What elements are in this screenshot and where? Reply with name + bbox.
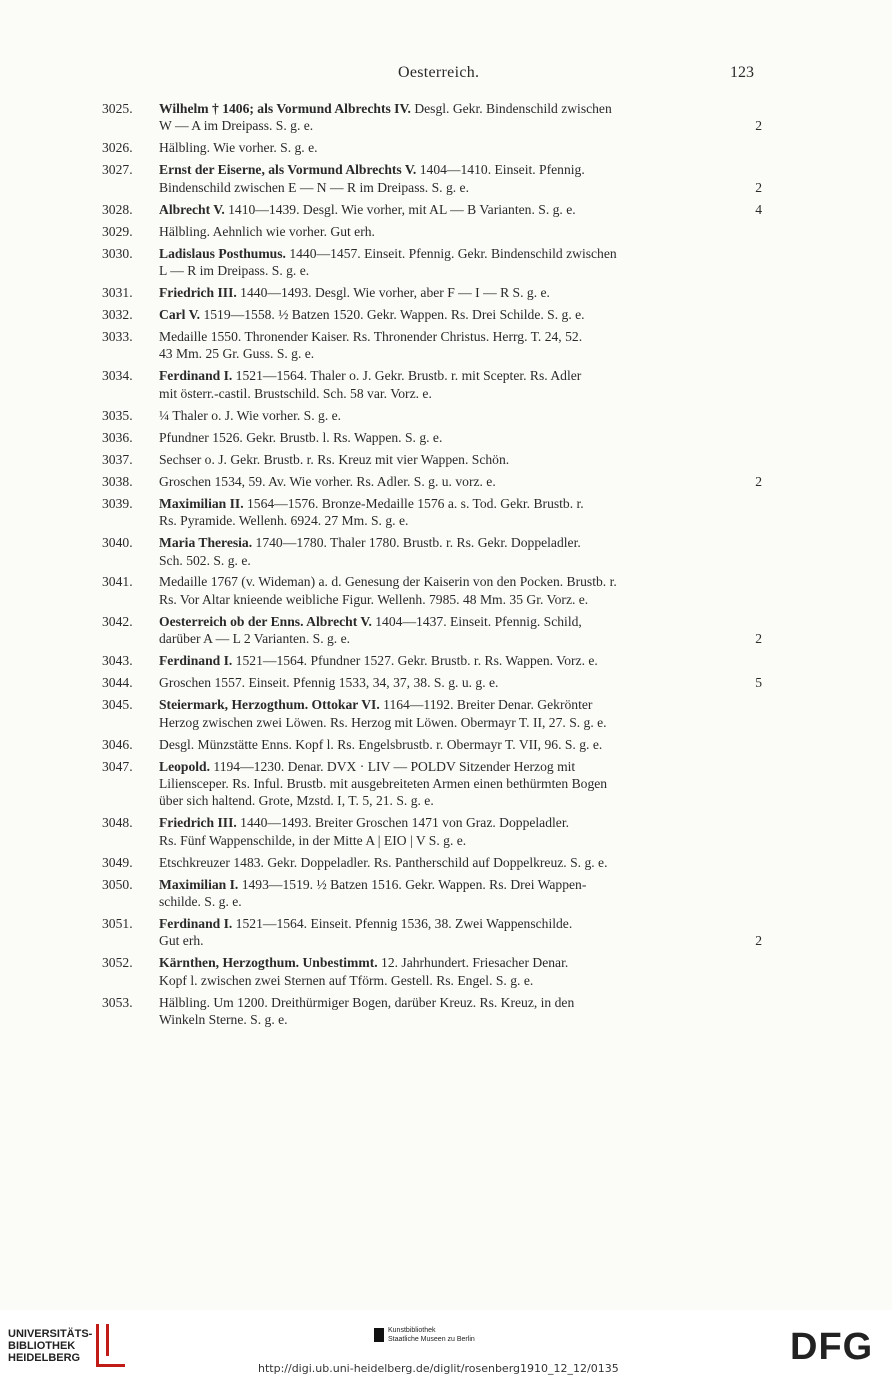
- entry-line: [102, 613, 762, 630]
- entry-line: [102, 915, 762, 932]
- catalogue-entry: [102, 954, 762, 989]
- entry-line: [102, 736, 762, 753]
- entry-line: [102, 674, 762, 691]
- entry-line: [102, 954, 762, 971]
- description-text: Liliensceper. Rs. Inful. Brustb. mit ausgebreiteten Armen einen bethürmten Bogen: [159, 775, 608, 791]
- description-text: 1493—1519. ½ Batzen 1516. Gekr. Wappen. Rs. Drei Wappen-: [238, 876, 587, 892]
- description-text: über sich haltend. Grote, Mzstd. I, T. 5, 21. S. g. e.: [159, 793, 434, 809]
- catalogue-entry: [102, 736, 762, 753]
- entry-text: [159, 512, 740, 529]
- lot-number: 3039.: [102, 495, 133, 511]
- ruler-name: Maximilian I.: [159, 876, 239, 892]
- entry-text: [159, 552, 740, 569]
- entry-line: [102, 161, 762, 178]
- catalogue-entry: [102, 652, 762, 669]
- lot-count: 2: [755, 179, 762, 195]
- entry-line: [102, 814, 762, 831]
- catalogue-entry: [102, 854, 762, 871]
- lot-number: 3047.: [102, 758, 133, 774]
- library-line: HEIDELBERG: [8, 1352, 81, 1364]
- entry-line: [102, 367, 762, 384]
- library-mark-stroke: [106, 1324, 121, 1356]
- description-text: 1521—1564. Thaler o. J. Gekr. Brustb. r. mit Scepter. Rs. Adler: [232, 368, 582, 384]
- description-text: 12. Jahrhundert. Friesacher Denar.: [377, 955, 569, 971]
- page-number: 123: [730, 64, 754, 81]
- entry-line: [102, 245, 762, 262]
- lot-count: 5: [755, 675, 762, 691]
- catalogue-entries: [102, 100, 762, 1033]
- entry-line: [102, 775, 762, 792]
- ruler-name: Ferdinand I.: [159, 916, 233, 932]
- entry-line: [102, 179, 762, 196]
- entry-text: [159, 674, 740, 691]
- entry-line: [102, 591, 762, 608]
- lot-number: 3050.: [102, 876, 133, 892]
- entry-text: [159, 117, 740, 134]
- description-text: W — A im Dreipass. S. g. e.: [159, 118, 314, 134]
- catalogue-entry: [102, 915, 762, 950]
- entry-text: [159, 613, 740, 630]
- description-text: L — R im Dreipass. S. g. e.: [159, 263, 310, 279]
- description-text: 1521—1564. Einseit. Pfennig 1536, 38. Zwei Wappenschilde.: [232, 916, 573, 932]
- description-text: Medaille 1550. Thronender Kaiser. Rs. Thronender Christus. Herrg. T. 24, 52.: [159, 329, 583, 345]
- description-text: Hälbling. Wie vorher. S. g. e.: [159, 140, 318, 156]
- university-library-logo: [8, 1328, 92, 1364]
- entry-line: [102, 100, 762, 117]
- entry-line: [102, 495, 762, 512]
- description-text: Groschen 1557. Einseit. Pfennig 1533, 34, 37, 38. S. g. u. g. e.: [159, 675, 499, 691]
- entry-line: [102, 758, 762, 775]
- description-text: ¼ Thaler o. J. Wie vorher. S. g. e.: [159, 407, 342, 423]
- entry-text: [159, 814, 740, 831]
- lot-number: 3042.: [102, 613, 133, 629]
- catalogue-entry: [102, 223, 762, 240]
- entry-text: [159, 714, 740, 731]
- entry-line: [102, 385, 762, 402]
- description-text: Gut erh.: [159, 933, 204, 949]
- entry-line: [102, 573, 762, 590]
- entry-text: [159, 630, 740, 647]
- description-text: Kopf l. zwischen zwei Sternen auf Tförm. Gestell. Rs. Engel. S. g. e.: [159, 972, 534, 988]
- entry-line: [102, 284, 762, 301]
- entry-line: [102, 792, 762, 809]
- lot-count: 2: [755, 631, 762, 647]
- entry-text: [159, 495, 740, 512]
- lot-number: 3026.: [102, 140, 133, 156]
- description-text: schilde. S. g. e.: [159, 894, 242, 910]
- lot-number: 3045.: [102, 697, 133, 713]
- catalogue-entry: [102, 814, 762, 849]
- entry-text: [159, 139, 740, 156]
- entry-line: [102, 345, 762, 362]
- description-text: 1740—1780. Thaler 1780. Brustb. r. Rs. Gekr. Doppeladler.: [252, 535, 581, 551]
- lot-number: 3038.: [102, 473, 133, 489]
- entry-line: [102, 552, 762, 569]
- lot-number: 3025.: [102, 101, 133, 116]
- lot-number: 3033.: [102, 329, 133, 345]
- catalogue-entry: [102, 674, 762, 691]
- library-line: BIBLIOTHEK: [8, 1340, 76, 1352]
- lot-count: 2: [755, 118, 762, 134]
- catalogue-entry: [102, 994, 762, 1029]
- description-text: Pfundner 1526. Gekr. Brustb. l. Rs. Wappen. S. g. e.: [159, 429, 443, 445]
- lot-number: 3035.: [102, 407, 133, 423]
- entry-text: [159, 473, 740, 490]
- description-text: Rs. Pyramide. Wellenh. 6924. 27 Mm. S. g. e.: [159, 513, 409, 529]
- description-text: Winkeln Sterne. S. g. e.: [159, 1012, 288, 1028]
- entry-text: [159, 179, 740, 196]
- lot-number: 3034.: [102, 368, 133, 384]
- entry-line: [102, 223, 762, 240]
- entry-text: [159, 876, 740, 893]
- entry-text: [159, 1011, 740, 1028]
- entry-text: [159, 972, 740, 989]
- catalogue-entry: [102, 306, 762, 323]
- entry-text: [159, 245, 740, 262]
- entry-line: [102, 407, 762, 424]
- entry-text: [159, 854, 740, 871]
- lot-number: 3041.: [102, 574, 133, 590]
- catalogue-entry: [102, 534, 762, 569]
- entry-line: [102, 117, 762, 134]
- catalogue-entry: [102, 758, 762, 810]
- description-text: 1404—1437. Einseit. Pfennig. Schild,: [371, 613, 582, 629]
- entry-text: [159, 345, 740, 362]
- ruler-name: Ernst der Eiserne, als Vormund Albrechts V.: [159, 162, 417, 178]
- ruler-name: Oesterreich ob der Enns. Albrecht V.: [159, 613, 372, 629]
- entry-text: [159, 451, 740, 468]
- entry-line: [102, 832, 762, 849]
- page-footer: [0, 1310, 892, 1378]
- lot-count: 2: [755, 473, 762, 489]
- ruler-name: Leopold.: [159, 758, 210, 774]
- catalogue-entry: [102, 100, 762, 135]
- description-text: Desgl. Gekr. Bindenschild zwischen: [410, 101, 612, 116]
- entry-line: [102, 652, 762, 669]
- entry-text: [159, 915, 740, 932]
- lot-number: 3032.: [102, 307, 133, 323]
- lot-number: 3027.: [102, 162, 133, 178]
- lot-number: 3049.: [102, 854, 133, 870]
- catalogue-entry: [102, 473, 762, 490]
- catalogue-entry: [102, 696, 762, 731]
- ruler-name: Ferdinand I.: [159, 368, 233, 384]
- entry-text: [159, 306, 740, 323]
- entry-line: [102, 893, 762, 910]
- lot-number: 3031.: [102, 285, 133, 301]
- ruler-name: Kärnthen, Herzogthum. Unbestimmt.: [159, 955, 378, 971]
- ruler-name: Albrecht V.: [159, 201, 225, 217]
- description-text: 43 Mm. 25 Gr. Guss. S. g. e.: [159, 346, 315, 362]
- lot-number: 3036.: [102, 429, 133, 445]
- description-text: Groschen 1534, 59. Av. Wie vorher. Rs. Adler. S. g. u. vorz. e.: [159, 473, 496, 489]
- lot-count: 2: [755, 933, 762, 949]
- kunstbibliothek-icon: [374, 1328, 384, 1342]
- catalogue-entry: [102, 573, 762, 608]
- entry-line: [102, 534, 762, 551]
- catalogue-entry: [102, 367, 762, 402]
- entry-text: [159, 100, 740, 117]
- catalogue-entry: [102, 245, 762, 280]
- dfg-logo: DFG: [790, 1326, 874, 1368]
- lot-number: 3043.: [102, 653, 133, 669]
- entry-line: [102, 1011, 762, 1028]
- entry-line: [102, 451, 762, 468]
- entry-line: [102, 630, 762, 647]
- catalogue-entry: [102, 161, 762, 196]
- description-text: 1440—1493. Breiter Groschen 1471 von Graz. Doppeladler.: [236, 815, 569, 831]
- catalogue-entry: [102, 495, 762, 530]
- ruler-name: Maximilian II.: [159, 495, 244, 511]
- catalogue-entry: [102, 876, 762, 911]
- entry-text: [159, 223, 740, 240]
- entry-line: [102, 328, 762, 345]
- description-text: Etschkreuzer 1483. Gekr. Doppeladler. Rs. Pantherschild auf Doppelkreuz. S. g. e.: [159, 854, 608, 870]
- entry-text: [159, 201, 740, 218]
- entry-text: [159, 932, 740, 949]
- kb-line: Staatliche Museen zu Berlin: [388, 1336, 475, 1343]
- entry-line: [102, 854, 762, 871]
- lot-number: 3030.: [102, 245, 133, 261]
- ruler-name: Steiermark, Herzogthum. Ottokar VI.: [159, 697, 380, 713]
- entry-text: [159, 954, 740, 971]
- entry-text: [159, 262, 740, 279]
- entry-text: [159, 652, 740, 669]
- library-line: UNIVERSITÄTS-: [8, 1328, 93, 1340]
- lot-number: 3052.: [102, 955, 133, 971]
- description-text: Medaille 1767 (v. Wideman) a. d. Genesung der Kaiserin von den Pocken. Brustb. r.: [159, 574, 617, 590]
- entry-text: [159, 161, 740, 178]
- entry-text: [159, 534, 740, 551]
- entry-line: [102, 473, 762, 490]
- description-text: Desgl. Münzstätte Enns. Kopf l. Rs. Engelsbrustb. r. Obermayr T. VII, 96. S. g. e.: [159, 736, 603, 752]
- entry-line: [102, 714, 762, 731]
- entry-text: [159, 284, 740, 301]
- description-text: Bindenschild zwischen E — N — R im Dreipass. S. g. e.: [159, 179, 469, 195]
- entry-line: [102, 262, 762, 279]
- lot-count: 4: [755, 201, 762, 217]
- catalogue-entry: [102, 284, 762, 301]
- description-text: 1440—1457. Einseit. Pfennig. Gekr. Bindenschild zwischen: [285, 245, 617, 261]
- entry-line: [102, 932, 762, 949]
- description-text: 1410—1439. Desgl. Wie vorher, mit AL — B Varianten. S. g. e.: [224, 201, 576, 217]
- entry-text: [159, 758, 740, 775]
- entry-text: [159, 832, 740, 849]
- lot-number: 3048.: [102, 815, 133, 831]
- description-text: darüber A — L 2 Varianten. S. g. e.: [159, 631, 351, 647]
- entry-text: [159, 775, 740, 792]
- lot-number: 3028.: [102, 201, 133, 217]
- entry-line: [102, 512, 762, 529]
- ruler-name: Friedrich III.: [159, 285, 237, 301]
- description-text: 1521—1564. Pfundner 1527. Gekr. Brustb. r. Rs. Wappen. Vorz. e.: [232, 653, 598, 669]
- catalogue-entry: [102, 328, 762, 363]
- description-text: 1164—1192. Breiter Denar. Gekrönter: [379, 697, 593, 713]
- lot-number: 3037.: [102, 451, 133, 467]
- kb-line: Kunstbibliothek: [388, 1327, 436, 1334]
- entry-text: [159, 994, 740, 1011]
- entry-text: [159, 591, 740, 608]
- catalogue-entry: [102, 429, 762, 446]
- description-text: mit österr.-castil. Brustschild. Sch. 58 var. Vorz. e.: [159, 385, 432, 401]
- description-text: 1404—1410. Einseit. Pfennig.: [416, 162, 585, 178]
- lot-number: 3051.: [102, 916, 133, 932]
- description-text: Sch. 502. S. g. e.: [159, 552, 251, 568]
- lot-number: 3046.: [102, 736, 133, 752]
- description-text: 1440—1493. Desgl. Wie vorher, aber F — I — R S. g. e.: [236, 285, 550, 301]
- lot-number: 3040.: [102, 535, 133, 551]
- catalogue-entry: [102, 201, 762, 218]
- catalogue-entry: [102, 139, 762, 156]
- description-text: Hälbling. Um 1200. Dreithürmiger Bogen, darüber Kreuz. Rs. Kreuz, in den: [159, 994, 575, 1010]
- entry-line: [102, 876, 762, 893]
- kunstbibliothek-logo: [388, 1326, 475, 1344]
- description-text: Rs. Fünf Wappenschilde, in der Mitte A | EIO | V S. g. e.: [159, 832, 467, 848]
- entry-line: [102, 306, 762, 323]
- catalogue-entry: [102, 407, 762, 424]
- catalogue-entry: [102, 451, 762, 468]
- entry-line: [102, 201, 762, 218]
- entry-text: [159, 328, 740, 345]
- source-url-link[interactable]: http://digi.ub.uni-heidelberg.de/diglit/rosenberg1910_12_12/0135: [258, 1362, 619, 1375]
- entry-line: [102, 972, 762, 989]
- description-text: Herzog zwischen zwei Löwen. Rs. Herzog mit Löwen. Obermayr T. II, 27. S. g. e.: [159, 714, 607, 730]
- entry-text: [159, 573, 740, 590]
- page-header: [0, 64, 892, 86]
- description-text: Rs. Vor Altar knieende weibliche Figur. Wellenh. 7985. 48 Mm. 35 Gr. Vorz. e.: [159, 591, 589, 607]
- entry-line: [102, 696, 762, 713]
- ruler-name: Wilhelm † 1406; als Vormund Albrechts IV.: [159, 101, 411, 116]
- lot-number: 3044.: [102, 675, 133, 691]
- entry-text: [159, 792, 740, 809]
- description-text: 1519—1558. ½ Batzen 1520. Gekr. Wappen. Rs. Drei Schilde. S. g. e.: [200, 307, 585, 323]
- entry-line: [102, 429, 762, 446]
- lot-number: 3053.: [102, 994, 133, 1010]
- ruler-name: Maria Theresia.: [159, 535, 253, 551]
- ruler-name: Ladislaus Posthumus.: [159, 245, 286, 261]
- entry-line: [102, 994, 762, 1011]
- entry-text: [159, 407, 740, 424]
- entry-text: [159, 385, 740, 402]
- entry-text: [159, 736, 740, 753]
- description-text: Sechser o. J. Gekr. Brustb. r. Rs. Kreuz mit vier Wappen. Schön.: [159, 451, 510, 467]
- description-text: 1564—1576. Bronze-Medaille 1576 a. s. Tod. Gekr. Brustb. r.: [243, 495, 584, 511]
- ruler-name: Carl V.: [159, 307, 201, 323]
- entry-text: [159, 696, 740, 713]
- entry-text: [159, 893, 740, 910]
- entry-text: [159, 367, 740, 384]
- ruler-name: Ferdinand I.: [159, 653, 233, 669]
- description-text: 1194—1230. Denar. DVX · LIV — POLDV Sitzender Herzog mit: [210, 758, 576, 774]
- ruler-name: Friedrich III.: [159, 815, 237, 831]
- entry-text: [159, 429, 740, 446]
- entry-line: [102, 139, 762, 156]
- catalogue-entry: [102, 613, 762, 648]
- page-title: Oesterreich.: [398, 64, 480, 81]
- lot-number: 3029.: [102, 223, 133, 239]
- description-text: Hälbling. Aehnlich wie vorher. Gut erh.: [159, 223, 375, 239]
